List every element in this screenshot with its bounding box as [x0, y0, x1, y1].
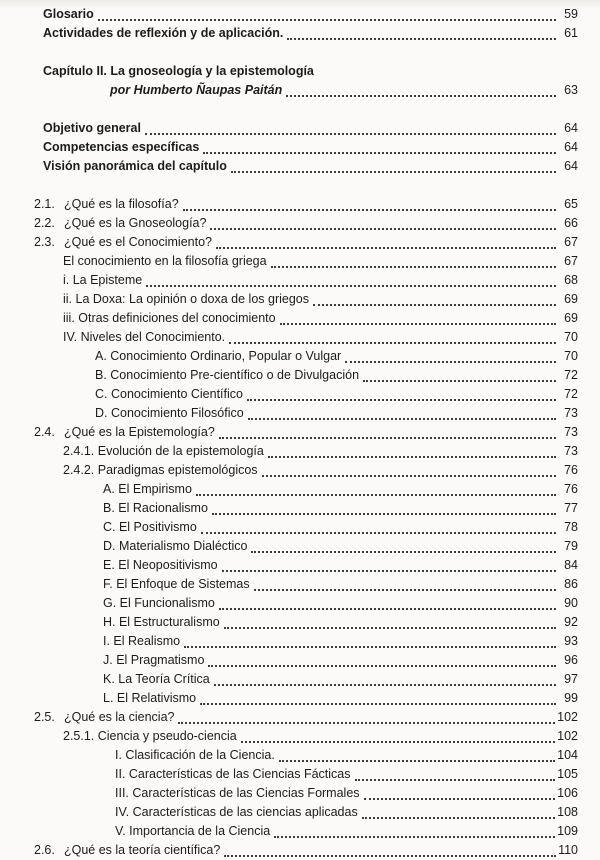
dot-leader	[145, 133, 556, 135]
chapter-author: por Humberto Ñaupas Paitán	[110, 83, 283, 97]
entry-page-number: 65	[564, 197, 578, 211]
toc-entry	[0, 708, 578, 727]
entry-page-number: 70	[564, 330, 578, 344]
entry-text: Objetivo general	[43, 121, 141, 135]
toc-entry	[0, 366, 578, 385]
toc-entry	[0, 670, 578, 689]
dot-leader	[355, 779, 556, 781]
entry-text: 2.5.1. Ciencia y pseudo-ciencia	[63, 729, 237, 743]
entry-page-number: 73	[564, 444, 578, 458]
toc-entry	[0, 385, 578, 404]
toc-entry	[0, 689, 578, 708]
dot-leader	[345, 361, 556, 363]
chapter-heading	[0, 62, 578, 100]
entry-page-number: 93	[564, 634, 578, 648]
toc-entry	[0, 24, 578, 43]
entry-text: G. El Funcionalismo	[103, 596, 215, 610]
dot-leader	[203, 152, 556, 154]
entry-text: H. El Estructuralismo	[103, 615, 220, 629]
dot-leader	[178, 722, 555, 724]
entry-page-number: 96	[564, 653, 578, 667]
entry-page-number: 110	[558, 843, 578, 857]
toc-entry	[0, 651, 578, 670]
dot-leader	[219, 608, 556, 610]
entry-text: Competencias específicas	[43, 140, 200, 154]
dot-leader	[280, 323, 556, 325]
entry-text: L. El Relativismo	[103, 691, 197, 705]
entry-page-number: 72	[564, 368, 578, 382]
entry-page-number: 72	[564, 387, 578, 401]
entry-text: IV. Niveles del Conocimiento.	[63, 330, 226, 344]
toc-entry	[0, 328, 578, 347]
entry-text: E. El Neopositivismo	[103, 558, 218, 572]
dot-leader	[274, 836, 555, 838]
toc-entry	[0, 233, 578, 252]
entry-text: B. Conocimiento Pre-científico o de Divulgación	[95, 368, 360, 382]
entry-text: 2.4.2. Paradigmas epistemológicos	[63, 463, 258, 477]
entry-page-number: 106	[557, 786, 578, 800]
entry-text: D. Conocimiento Filosófico	[95, 406, 244, 420]
toc-entry	[0, 157, 578, 176]
entry-page-number: 92	[564, 615, 578, 629]
toc-entry	[0, 214, 578, 233]
entry-text: ii. La Doxa: La opinión o doxa de los griegos	[63, 292, 309, 306]
toc-entry	[0, 423, 578, 442]
toc-entry	[0, 803, 578, 822]
toc-entry	[0, 784, 578, 803]
entry-page-number: 108	[557, 805, 578, 819]
chapter-author-row	[0, 81, 578, 100]
toc-entry	[0, 556, 578, 575]
entry-text: ¿Qué es la Gnoseología?	[64, 216, 207, 230]
entry-page-number: 66	[564, 216, 578, 230]
entry-text: ¿Qué es la Epistemología?	[64, 425, 215, 439]
entry-page-number: 77	[564, 501, 578, 515]
dot-leader	[362, 817, 555, 819]
dot-leader	[212, 513, 556, 515]
entry-page-number: 76	[564, 482, 578, 496]
toc-entry	[0, 138, 578, 157]
entry-text: A. Conocimiento Ordinario, Popular o Vulgar	[95, 349, 342, 363]
dot-leader	[279, 760, 555, 762]
toc-entry	[0, 518, 578, 537]
entry-page-number: 105	[557, 767, 578, 781]
entry-page-number: 102	[557, 729, 578, 743]
toc-entry	[0, 632, 578, 651]
toc-entry	[0, 309, 578, 328]
toc-entry	[0, 727, 578, 746]
dot-leader	[210, 228, 556, 230]
entry-page-number: 90	[564, 596, 578, 610]
entry-page-number: 73	[564, 425, 578, 439]
chapter-title-row	[0, 62, 578, 81]
entry-page-number: 64	[564, 159, 578, 173]
entry-text: III. Características de las Ciencias Formales	[115, 786, 360, 800]
entry-number: 2.1.	[34, 197, 55, 211]
entry-text: El conocimiento en la filosofía griega	[63, 254, 267, 268]
entry-number: 2.6.	[34, 843, 55, 857]
entry-text: B. El Racionalismo	[103, 501, 208, 515]
entry-text: IV. Características de las ciencias aplicadas	[115, 805, 358, 819]
dot-leader	[286, 95, 556, 97]
toc-entry	[0, 119, 578, 138]
entry-page-number: 69	[564, 292, 578, 306]
dot-leader	[241, 741, 555, 743]
dot-leader	[200, 703, 556, 705]
entry-text: J. El Pragmatismo	[103, 653, 205, 667]
dot-leader	[146, 285, 556, 287]
entry-text: Glosario	[43, 7, 94, 21]
entry-number: 2.4.	[34, 425, 55, 439]
toc-entry	[0, 347, 578, 366]
dot-leader	[98, 19, 556, 21]
front-matter-list	[0, 5, 578, 43]
dot-leader	[268, 456, 556, 458]
entry-page-number: 59	[564, 7, 578, 21]
dot-leader	[222, 570, 556, 572]
entry-text: F. El Enfoque de Sistemas	[103, 577, 250, 591]
dot-leader	[214, 684, 556, 686]
entry-page-number: 70	[564, 349, 578, 363]
entry-text: I. El Realismo	[103, 634, 181, 648]
toc-entry	[0, 537, 578, 556]
entry-text: A. El Empirismo	[103, 482, 192, 496]
dot-leader	[262, 475, 556, 477]
entry-page-number: 73	[564, 406, 578, 420]
toc-entry	[0, 404, 578, 423]
entry-page-number: 61	[564, 26, 578, 40]
chapter-title: Capítulo II. La gnoseología y la epistemología	[43, 64, 314, 78]
dot-leader	[231, 171, 556, 173]
toc-entry	[0, 575, 578, 594]
toc-entry	[0, 594, 578, 613]
entry-page-number: 63	[564, 83, 578, 97]
dot-leader	[247, 399, 556, 401]
entry-text: Visión panorámica del capítulo	[43, 159, 227, 173]
entry-number: 2.5.	[34, 710, 55, 724]
dot-leader	[183, 209, 556, 211]
dot-leader	[184, 646, 556, 648]
dot-leader	[248, 418, 556, 420]
entry-page-number: 84	[564, 558, 578, 572]
entry-text: Actividades de reflexión y de aplicación.	[43, 26, 284, 40]
dot-leader	[364, 798, 556, 800]
entry-text: D. Materialismo Dialéctico	[103, 539, 248, 553]
entry-text: ¿Qué es la teoría científica?	[64, 843, 221, 857]
entries-list	[0, 195, 578, 860]
entry-page-number: 64	[564, 140, 578, 154]
toc-entry	[0, 841, 578, 860]
toc-entry	[0, 290, 578, 309]
toc-entry	[0, 442, 578, 461]
dot-leader	[224, 855, 556, 857]
entry-text: 2.4.1. Evolución de la epistemología	[63, 444, 264, 458]
toc-entry	[0, 271, 578, 290]
entry-text: C. El Positivismo	[103, 520, 197, 534]
dot-leader	[216, 247, 556, 249]
entry-text: ¿Qué es la filosofía?	[64, 197, 179, 211]
entry-number: 2.2.	[34, 216, 55, 230]
entry-text: V. Importancia de la Ciencia	[115, 824, 271, 838]
dot-leader	[313, 304, 556, 306]
entry-page-number: 99	[564, 691, 578, 705]
toc-entry	[0, 822, 578, 841]
toc-entry	[0, 499, 578, 518]
entry-page-number: 69	[564, 311, 578, 325]
entry-page-number: 102	[557, 710, 578, 724]
dot-leader	[251, 551, 556, 553]
toc-entry	[0, 480, 578, 499]
toc-entry	[0, 613, 578, 632]
dot-leader	[219, 437, 556, 439]
entry-page-number: 67	[564, 235, 578, 249]
dot-leader	[363, 380, 556, 382]
dot-leader	[201, 532, 556, 534]
entry-text: ¿Qué es el Conocimiento?	[64, 235, 212, 249]
toc-entry	[0, 195, 578, 214]
toc-entry	[0, 765, 578, 784]
dot-leader	[229, 342, 556, 344]
toc-entry	[0, 252, 578, 271]
toc-entry	[0, 746, 578, 765]
entry-text: i. La Episteme	[63, 273, 143, 287]
entry-page-number: 67	[564, 254, 578, 268]
entry-page-number: 76	[564, 463, 578, 477]
toc-entry	[0, 461, 578, 480]
entry-page-number: 104	[557, 748, 578, 762]
dot-leader	[196, 494, 556, 496]
dot-leader	[254, 589, 556, 591]
entry-text: K. La Teoría Crítica	[103, 672, 210, 686]
entry-page-number: 64	[564, 121, 578, 135]
entry-page-number: 78	[564, 520, 578, 534]
entry-number: 2.3.	[34, 235, 55, 249]
overview-list	[0, 119, 578, 176]
toc-entry	[0, 5, 578, 24]
dot-leader	[208, 665, 556, 667]
dot-leader	[271, 266, 556, 268]
entry-page-number: 79	[564, 539, 578, 553]
entry-page-number: 86	[564, 577, 578, 591]
dot-leader	[224, 627, 556, 629]
entry-page-number: 109	[557, 824, 578, 838]
entry-text: II. Características de las Ciencias Fácticas	[115, 767, 351, 781]
entry-page-number: 97	[564, 672, 578, 686]
entry-text: C. Conocimiento Científico	[95, 387, 243, 401]
entry-text: I. Clasificación de la Ciencia.	[115, 748, 275, 762]
entry-text: ¿Qué es la ciencia?	[64, 710, 175, 724]
entry-page-number: 68	[564, 273, 578, 287]
dot-leader	[287, 38, 556, 40]
entry-text: iii. Otras definiciones del conocimiento	[63, 311, 276, 325]
